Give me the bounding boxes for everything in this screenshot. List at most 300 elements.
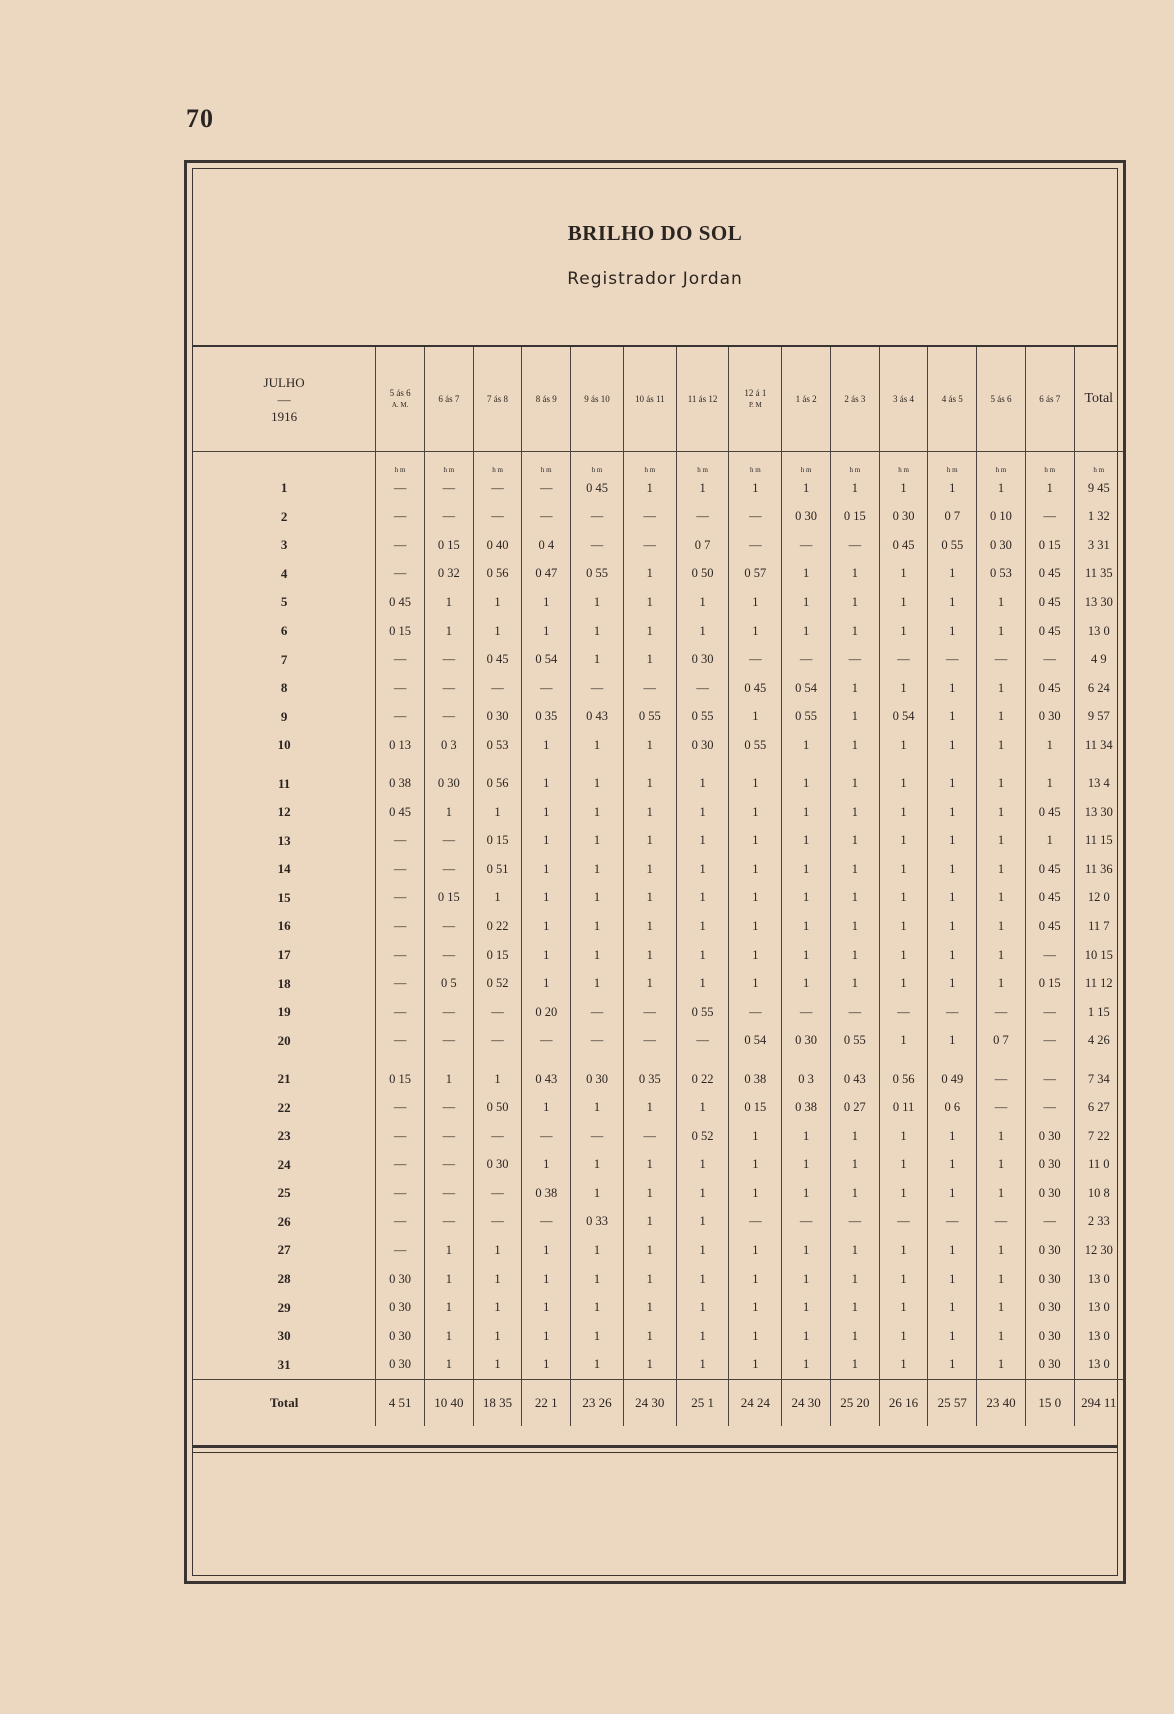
- hour-value-cell: 1: [729, 1236, 782, 1265]
- hour-value-cell: 1: [623, 645, 676, 674]
- hour-value-cell: 1: [473, 884, 522, 913]
- hour-column-header: [729, 347, 782, 452]
- hour-value-cell: 1: [676, 884, 729, 913]
- day-total-cell: 9 45: [1074, 474, 1123, 503]
- day-cell: 26: [277, 1213, 291, 1229]
- hour-value-cell: 1: [729, 798, 782, 827]
- hour-value-cell: 0 5: [424, 969, 473, 998]
- hour-value-cell: —: [424, 1093, 473, 1122]
- hour-value-cell: 1: [676, 1265, 729, 1294]
- hour-value-cell: 0 11: [879, 1093, 928, 1122]
- hour-value-cell: 1: [522, 1322, 571, 1351]
- hour-value-cell: 1: [830, 1236, 879, 1265]
- hour-value-cell: 1: [1025, 827, 1074, 856]
- hour-value-cell: —: [424, 941, 473, 970]
- hour-value-cell: 0 20: [522, 998, 571, 1027]
- hour-value-cell: 1: [676, 759, 729, 798]
- hour-value-cell: 0 15: [1025, 969, 1074, 998]
- day-cell: 25: [277, 1185, 291, 1201]
- hour-value-cell: —: [1025, 645, 1074, 674]
- table-row: [193, 674, 1123, 703]
- hour-value-cell: 0 30: [424, 759, 473, 798]
- hour-value-cell: 1: [830, 912, 879, 941]
- hour-value-cell: 0 56: [879, 1055, 928, 1094]
- hour-value-cell: 1: [676, 827, 729, 856]
- day-cell: 20: [277, 1032, 291, 1048]
- hour-value-cell: 1: [879, 1322, 928, 1351]
- hour-value-cell: 1: [473, 1055, 522, 1094]
- days-body: [193, 474, 1123, 1379]
- hour-value-cell: 1: [571, 798, 624, 827]
- hour-value-cell: 0 38: [729, 1055, 782, 1094]
- hour-value-cell: 1: [928, 855, 977, 884]
- hour-value-cell: 1: [424, 1293, 473, 1322]
- hour-value-cell: —: [729, 531, 782, 560]
- hour-value-cell: 0 30: [1025, 1236, 1074, 1265]
- hour-value-cell: —: [782, 645, 831, 674]
- hour-value-cell: 1: [782, 588, 831, 617]
- unit-label: h m: [473, 452, 522, 475]
- table-frame-inner: [192, 168, 1118, 1576]
- day-total-cell: 13 0: [1074, 1293, 1123, 1322]
- hour-value-cell: 0 15: [830, 503, 879, 532]
- hour-value-cell: 1: [830, 969, 879, 998]
- hour-value-cell: —: [623, 1122, 676, 1151]
- day-total-cell: 13 0: [1074, 617, 1123, 646]
- hour-value-cell: 1: [676, 1293, 729, 1322]
- hour-value-cell: 1: [830, 1122, 879, 1151]
- hour-value-cell: 0 43: [830, 1055, 879, 1094]
- hour-value-cell: 1: [830, 617, 879, 646]
- hour-value-cell: 1: [676, 798, 729, 827]
- hour-value-cell: 0 30: [571, 1055, 624, 1094]
- hour-value-cell: —: [522, 1208, 571, 1237]
- hour-value-cell: 1: [782, 1293, 831, 1322]
- hour-value-cell: 1: [928, 759, 977, 798]
- hour-value-cell: —: [376, 827, 425, 856]
- day-total-cell: 9 57: [1074, 702, 1123, 731]
- hour-value-cell: —: [424, 912, 473, 941]
- hour-value-cell: 1: [676, 969, 729, 998]
- hour-value-cell: 0 38: [782, 1093, 831, 1122]
- unit-label: h m: [1025, 452, 1074, 475]
- table-row: [193, 759, 1123, 798]
- day-cell: 1: [280, 480, 288, 496]
- day-total-cell: 7 34: [1074, 1055, 1123, 1094]
- table-row: [193, 855, 1123, 884]
- hour-value-cell: —: [977, 1208, 1026, 1237]
- hour-column-label: 9 ás 10: [584, 394, 610, 404]
- hour-value-cell: 0 15: [376, 617, 425, 646]
- hour-value-cell: —: [376, 941, 425, 970]
- day-total-cell: 13 4: [1074, 759, 1123, 798]
- day-total-cell: 10 15: [1074, 941, 1123, 970]
- hour-value-cell: —: [376, 474, 425, 503]
- day-total-cell: 11 35: [1074, 560, 1123, 589]
- day-cell: 3: [280, 537, 288, 553]
- hour-value-cell: —: [623, 503, 676, 532]
- hour-column-header: [424, 347, 473, 452]
- hour-value-cell: 1: [977, 1122, 1026, 1151]
- hour-column-label: 12 á 1: [744, 388, 767, 398]
- hour-value-cell: 0 30: [1025, 1179, 1074, 1208]
- year-label: 1916: [271, 408, 298, 424]
- hour-value-cell: 1: [879, 759, 928, 798]
- hour-value-cell: —: [623, 1026, 676, 1055]
- column-total-cell: 24 30: [782, 1379, 831, 1426]
- hour-value-cell: 1: [424, 1055, 473, 1094]
- day-cell: 27: [277, 1242, 291, 1258]
- hour-value-cell: —: [424, 827, 473, 856]
- day-total-cell: 13 30: [1074, 798, 1123, 827]
- hour-value-cell: 1: [879, 798, 928, 827]
- table-row: [193, 1322, 1123, 1351]
- hour-value-cell: 0 30: [879, 503, 928, 532]
- hour-value-cell: —: [571, 503, 624, 532]
- hour-value-cell: 1: [928, 1122, 977, 1151]
- hour-value-cell: 0 45: [1025, 560, 1074, 589]
- hour-value-cell: 0 43: [522, 1055, 571, 1094]
- hour-value-cell: 1: [623, 731, 676, 760]
- hour-value-cell: —: [522, 1122, 571, 1151]
- hour-value-cell: —: [522, 503, 571, 532]
- hour-value-cell: 0 54: [522, 645, 571, 674]
- hour-value-cell: 1: [522, 1151, 571, 1180]
- hour-value-cell: 0 51: [473, 855, 522, 884]
- hour-value-cell: 1: [522, 941, 571, 970]
- hour-value-cell: 0 56: [473, 560, 522, 589]
- table-row: [193, 884, 1123, 913]
- hour-value-cell: 1: [473, 1265, 522, 1294]
- hour-value-cell: 1: [676, 617, 729, 646]
- hour-value-cell: 0 30: [1025, 1322, 1074, 1351]
- hour-value-cell: —: [424, 1151, 473, 1180]
- hour-value-cell: 1: [676, 1236, 729, 1265]
- hour-value-cell: 1: [571, 1265, 624, 1294]
- unit-label: h m: [522, 452, 571, 475]
- hour-column-header: [473, 347, 522, 452]
- hour-value-cell: —: [376, 531, 425, 560]
- day-cell: 13: [277, 832, 291, 848]
- hour-value-cell: 1: [729, 827, 782, 856]
- hour-value-cell: 1: [676, 588, 729, 617]
- hour-value-cell: —: [522, 474, 571, 503]
- hour-value-cell: 0 30: [1025, 1122, 1074, 1151]
- hour-value-cell: 1: [623, 1236, 676, 1265]
- hour-value-cell: 1: [782, 759, 831, 798]
- hour-value-cell: 0 55: [623, 702, 676, 731]
- hour-value-cell: 1: [928, 1236, 977, 1265]
- hour-value-cell: 1: [729, 588, 782, 617]
- hour-column-label: 11 ás 12: [687, 394, 718, 404]
- table-subtitle: Registrador Jordan: [567, 269, 743, 289]
- hour-value-cell: 0 30: [376, 1322, 425, 1351]
- hour-value-cell: 0 7: [676, 531, 729, 560]
- hour-value-cell: 1: [623, 1293, 676, 1322]
- hour-value-cell: 0 3: [424, 731, 473, 760]
- hour-value-cell: 1: [729, 941, 782, 970]
- hour-column-header: [522, 347, 571, 452]
- hour-value-cell: 1: [782, 855, 831, 884]
- hour-value-cell: 1: [676, 1151, 729, 1180]
- hour-value-cell: 1: [879, 827, 928, 856]
- hour-value-cell: 1: [571, 645, 624, 674]
- hour-value-cell: —: [473, 503, 522, 532]
- hour-column-label: 5 ás 6: [389, 388, 411, 398]
- hour-value-cell: —: [623, 998, 676, 1027]
- hour-value-cell: —: [830, 645, 879, 674]
- hour-value-cell: 1: [830, 674, 879, 703]
- hour-value-cell: 1: [977, 1293, 1026, 1322]
- hour-value-cell: —: [473, 1026, 522, 1055]
- hour-value-cell: 1: [729, 759, 782, 798]
- hour-value-cell: 0 30: [1025, 1151, 1074, 1180]
- hour-value-cell: 1: [571, 1293, 624, 1322]
- hour-value-cell: 1: [623, 827, 676, 856]
- hour-value-cell: 1: [729, 1151, 782, 1180]
- hour-value-cell: —: [424, 474, 473, 503]
- hour-value-cell: 1: [729, 1293, 782, 1322]
- hour-value-cell: 1: [729, 912, 782, 941]
- day-total-cell: 11 15: [1074, 827, 1123, 856]
- hour-value-cell: 1: [729, 1122, 782, 1151]
- unit-label: h m: [376, 452, 425, 475]
- hour-value-cell: 0 45: [1025, 855, 1074, 884]
- hour-value-cell: 1: [830, 1179, 879, 1208]
- column-total-cell: 10 40: [424, 1379, 473, 1426]
- hour-value-cell: 1: [830, 1151, 879, 1180]
- hour-value-cell: —: [830, 998, 879, 1027]
- hour-value-cell: —: [782, 1208, 831, 1237]
- hour-value-cell: 1: [977, 759, 1026, 798]
- hour-value-cell: 1: [676, 1322, 729, 1351]
- hour-value-cell: 1: [928, 474, 977, 503]
- hour-value-cell: —: [729, 645, 782, 674]
- hour-value-cell: 1: [782, 1151, 831, 1180]
- hour-value-cell: 1: [830, 731, 879, 760]
- hour-value-cell: 1: [676, 912, 729, 941]
- hour-value-cell: 0 54: [782, 674, 831, 703]
- hour-value-cell: 1: [522, 855, 571, 884]
- hour-value-cell: —: [977, 998, 1026, 1027]
- hour-value-cell: 1: [977, 1179, 1026, 1208]
- column-total-cell: 25 1: [676, 1379, 729, 1426]
- hour-column-label: 5 ás 6: [990, 394, 1012, 404]
- hour-value-cell: 1: [879, 1151, 928, 1180]
- column-total-cell: 18 35: [473, 1379, 522, 1426]
- hour-value-cell: 0 30: [376, 1265, 425, 1294]
- hour-value-cell: 1: [879, 1179, 928, 1208]
- hour-value-cell: 1: [928, 1026, 977, 1055]
- hour-value-cell: 1: [928, 674, 977, 703]
- day-cell: 12: [277, 804, 291, 820]
- hour-value-cell: 1: [928, 617, 977, 646]
- hour-value-cell: 1: [977, 588, 1026, 617]
- hour-value-cell: —: [376, 645, 425, 674]
- day-total-cell: 13 30: [1074, 588, 1123, 617]
- hour-column-header: [879, 347, 928, 452]
- hour-value-cell: —: [376, 503, 425, 532]
- day-total-cell: 13 0: [1074, 1322, 1123, 1351]
- hour-value-cell: 0 53: [473, 731, 522, 760]
- day-total-cell: 11 36: [1074, 855, 1123, 884]
- hour-value-cell: 1: [782, 912, 831, 941]
- hour-value-cell: 1: [782, 1179, 831, 1208]
- table-row: [193, 702, 1123, 731]
- table-frame: [184, 160, 1126, 1584]
- hour-value-cell: 1: [830, 474, 879, 503]
- hour-value-cell: 1: [571, 1350, 624, 1379]
- hour-value-cell: 1: [830, 941, 879, 970]
- hour-value-cell: 0 43: [571, 702, 624, 731]
- day-total-cell: 4 26: [1074, 1026, 1123, 1055]
- table-row: [193, 474, 1123, 503]
- unit-label: h m: [928, 452, 977, 475]
- totals-row: [193, 1379, 1123, 1426]
- hour-value-cell: 1: [782, 1122, 831, 1151]
- hour-value-cell: 1: [522, 1236, 571, 1265]
- hour-value-cell: 0 47: [522, 560, 571, 589]
- hour-column-label: 1 ás 2: [795, 394, 817, 404]
- hour-value-cell: 1: [1025, 474, 1074, 503]
- hour-value-cell: —: [729, 1208, 782, 1237]
- hour-value-cell: 1: [623, 617, 676, 646]
- hour-value-cell: —: [376, 560, 425, 589]
- period-label: A. M.: [391, 401, 409, 409]
- hour-value-cell: 1: [623, 560, 676, 589]
- totals-label: Total: [193, 1379, 376, 1426]
- table-row: [193, 1208, 1123, 1237]
- hour-value-cell: 1: [676, 855, 729, 884]
- hour-value-cell: 0 4: [522, 531, 571, 560]
- hour-value-cell: 1: [571, 731, 624, 760]
- hour-column-header: [676, 347, 729, 452]
- hour-value-cell: 0 30: [1025, 1350, 1074, 1379]
- hour-value-cell: 0 35: [623, 1055, 676, 1094]
- period-label: P. M: [748, 401, 762, 409]
- column-total-cell: 25 20: [830, 1379, 879, 1426]
- hour-value-cell: —: [376, 674, 425, 703]
- hour-value-cell: 0 55: [782, 702, 831, 731]
- hour-value-cell: 1: [623, 969, 676, 998]
- hour-value-cell: 1: [782, 560, 831, 589]
- hour-value-cell: 1: [424, 798, 473, 827]
- hour-column-label: 7 ás 8: [487, 394, 509, 404]
- hour-value-cell: 0 45: [1025, 798, 1074, 827]
- day-total-cell: 6 27: [1074, 1093, 1123, 1122]
- hour-value-cell: —: [473, 1208, 522, 1237]
- table-row: [193, 617, 1123, 646]
- hour-value-cell: 1: [729, 855, 782, 884]
- hour-value-cell: —: [473, 1179, 522, 1208]
- hour-value-cell: 0 45: [473, 645, 522, 674]
- hour-value-cell: 1: [676, 1179, 729, 1208]
- hour-value-cell: 1: [571, 827, 624, 856]
- hour-value-cell: 1: [977, 731, 1026, 760]
- hour-column-label: 8 ás 9: [535, 394, 557, 404]
- hour-value-cell: 1: [623, 855, 676, 884]
- hour-value-cell: 0 38: [376, 759, 425, 798]
- hour-value-cell: —: [424, 674, 473, 703]
- hour-value-cell: 1: [522, 1093, 571, 1122]
- hour-value-cell: —: [879, 645, 928, 674]
- hour-value-cell: 1: [830, 827, 879, 856]
- hour-value-cell: 0 55: [729, 731, 782, 760]
- hour-value-cell: —: [1025, 1055, 1074, 1094]
- table-row: [193, 560, 1123, 589]
- hour-value-cell: 1: [522, 617, 571, 646]
- hour-value-cell: 1: [522, 912, 571, 941]
- hour-value-cell: —: [376, 1179, 425, 1208]
- hour-value-cell: 1: [879, 1265, 928, 1294]
- hour-value-cell: 1: [571, 912, 624, 941]
- hour-value-cell: 1: [977, 1265, 1026, 1294]
- day-cell: 8: [280, 680, 288, 696]
- hour-value-cell: 1: [928, 1350, 977, 1379]
- hour-value-cell: 1: [782, 1265, 831, 1294]
- day-cell: 16: [277, 918, 291, 934]
- hour-value-cell: 1: [782, 1350, 831, 1379]
- hour-value-cell: 1: [623, 759, 676, 798]
- day-total-cell: 2 33: [1074, 1208, 1123, 1237]
- hour-value-cell: 0 30: [1025, 702, 1074, 731]
- day-cell: 21: [277, 1071, 291, 1087]
- hour-value-cell: 1: [928, 912, 977, 941]
- hour-value-cell: 0 45: [376, 588, 425, 617]
- day-total-cell: 7 22: [1074, 1122, 1123, 1151]
- hour-value-cell: 0 30: [1025, 1265, 1074, 1294]
- day-cell: 5: [280, 594, 288, 610]
- hour-value-cell: 1: [977, 474, 1026, 503]
- hour-value-cell: 1: [623, 1208, 676, 1237]
- month-header: [193, 347, 376, 452]
- hour-value-cell: 1: [782, 1236, 831, 1265]
- hour-value-cell: —: [1025, 1026, 1074, 1055]
- hour-value-cell: 1: [522, 588, 571, 617]
- hour-value-cell: 1: [473, 588, 522, 617]
- hour-value-cell: —: [782, 998, 831, 1027]
- hour-value-cell: 1: [879, 588, 928, 617]
- hour-value-cell: —: [376, 1208, 425, 1237]
- hour-value-cell: 0 15: [424, 531, 473, 560]
- hour-value-cell: 0 49: [928, 1055, 977, 1094]
- hour-value-cell: —: [729, 503, 782, 532]
- hour-value-cell: 1: [676, 474, 729, 503]
- hour-value-cell: 1: [1025, 731, 1074, 760]
- unit-spacer: [193, 452, 376, 475]
- hour-value-cell: 1: [879, 884, 928, 913]
- hour-value-cell: —: [571, 998, 624, 1027]
- hour-value-cell: 1: [571, 941, 624, 970]
- hour-value-cell: —: [376, 1093, 425, 1122]
- day-cell: 6: [280, 623, 288, 638]
- hour-value-cell: 1: [571, 1179, 624, 1208]
- hour-value-cell: —: [376, 1236, 425, 1265]
- hour-column-header: [782, 347, 831, 452]
- hour-value-cell: 1: [522, 827, 571, 856]
- hour-value-cell: —: [1025, 998, 1074, 1027]
- day-cell: 7: [280, 651, 288, 667]
- hour-value-cell: —: [473, 474, 522, 503]
- day-cell: 29: [277, 1299, 291, 1315]
- hour-value-cell: 1: [782, 884, 831, 913]
- hour-value-cell: 1: [977, 969, 1026, 998]
- hour-value-cell: 1: [928, 1265, 977, 1294]
- hour-value-cell: 0 45: [1025, 674, 1074, 703]
- hour-value-cell: —: [571, 1122, 624, 1151]
- day-total-cell: 13 0: [1074, 1265, 1123, 1294]
- hour-value-cell: 1: [879, 855, 928, 884]
